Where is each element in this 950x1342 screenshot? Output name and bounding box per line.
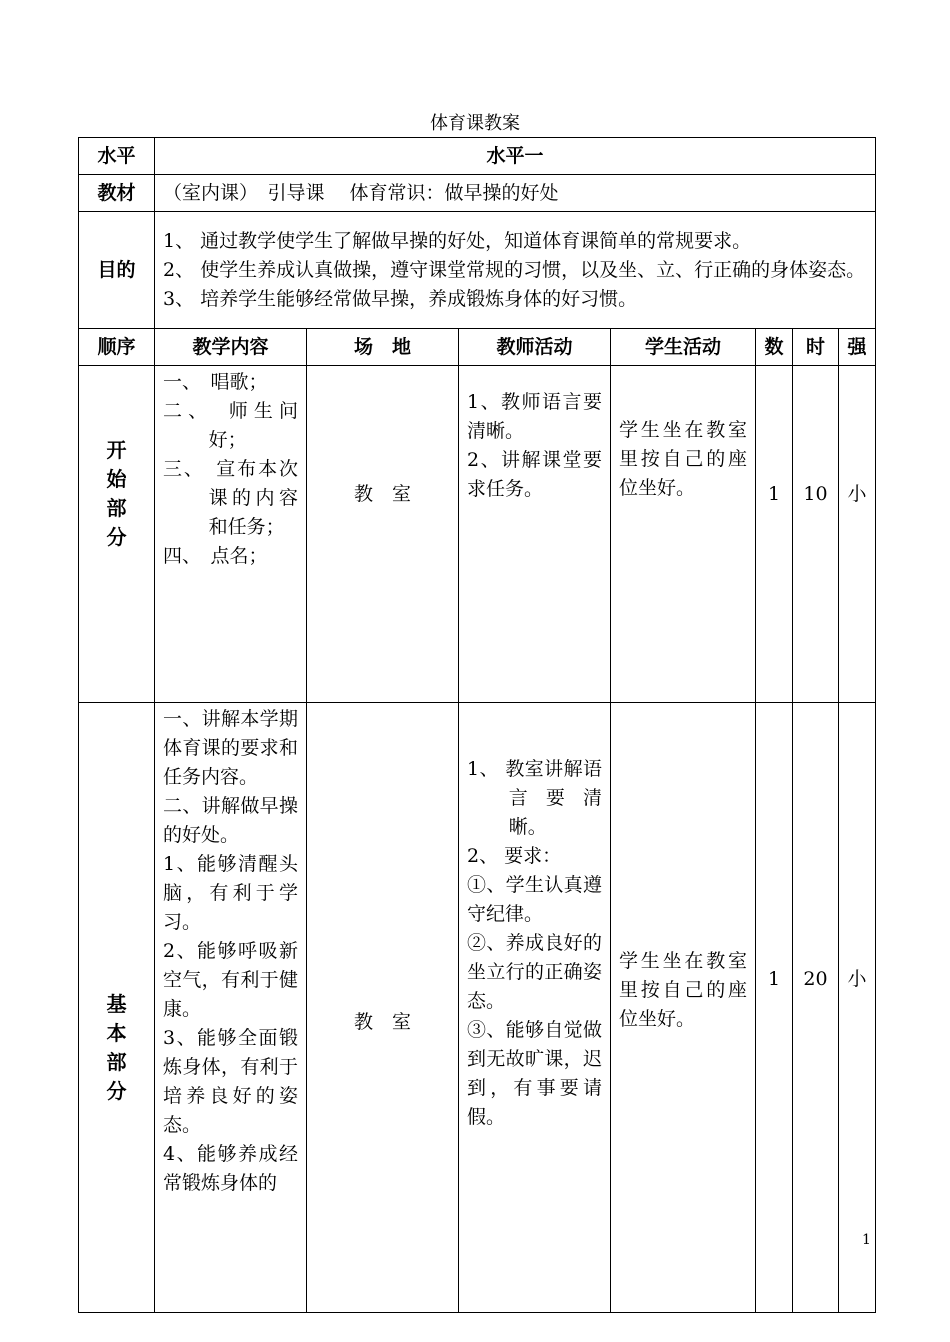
list-item: 1、教师语言要清晰。 bbox=[467, 391, 602, 442]
section-label: 基本部分 bbox=[106, 991, 127, 1103]
intensity-value: 小 bbox=[847, 968, 867, 990]
table-row bbox=[79, 366, 876, 703]
material-row bbox=[79, 175, 876, 212]
student-text: 学生坐在教室里按自己的座位坐好。 bbox=[619, 419, 747, 499]
list-item: ②、养成良好的坐立行的正确姿态。 bbox=[467, 932, 602, 1012]
level-label: 水平 bbox=[79, 138, 155, 175]
goals-label: 目的 bbox=[79, 212, 155, 329]
list-item: ③、能够自觉做到无故旷课，迟到，有事要请假。 bbox=[467, 1019, 602, 1128]
lesson-plan-table bbox=[78, 137, 876, 1313]
header-count: 数 bbox=[756, 329, 793, 366]
time-cell bbox=[793, 703, 839, 1313]
list-item: 二、 师生问好； bbox=[163, 400, 298, 451]
material-label: 教材 bbox=[79, 175, 155, 212]
goals-row bbox=[79, 212, 876, 329]
goal-item: 1、 通过教学使学生了解做早操的好处，知道体育课简单的常规要求。 bbox=[163, 229, 752, 252]
level-value: 水平一 bbox=[155, 138, 876, 175]
venue-cell bbox=[307, 366, 459, 703]
header-order: 顺序 bbox=[79, 329, 155, 366]
list-item: 2、能够呼吸新空气，有利于健康。 bbox=[163, 940, 298, 1020]
content-cell bbox=[155, 366, 307, 703]
header-intensity: 强 bbox=[839, 329, 876, 366]
intensity-cell bbox=[839, 703, 876, 1313]
section-basic bbox=[79, 703, 155, 1313]
venue-text: 教 室 bbox=[353, 1011, 411, 1033]
level-row bbox=[79, 138, 876, 175]
goals-list bbox=[155, 212, 876, 329]
page-number: 1 bbox=[862, 1232, 871, 1248]
list-item: 一、 唱歌； bbox=[163, 371, 268, 393]
material-value: （室内课） 引导课 体育常识：做早操的好处 bbox=[155, 175, 876, 212]
student-text: 学生坐在教室里按自己的座位坐好。 bbox=[619, 950, 747, 1030]
list-item: 三、 宣布本次课的内容和任务； bbox=[163, 458, 298, 538]
goal-item: 2、 使学生养成认真做操，遵守课堂常规的习惯，以及坐、立、行正确的身体姿态。 bbox=[163, 258, 866, 281]
list-item: 1、 教室讲解语言要清晰。 bbox=[467, 758, 602, 838]
list-item: 1、能够清醒头脑，有利于学习。 bbox=[163, 853, 298, 933]
goal-item: 3、 培养学生能够经常做早操，养成锻炼身体的好习惯。 bbox=[163, 287, 638, 310]
list-item: 4、能够养成经常锻炼身体的 bbox=[163, 1143, 298, 1194]
section-label: 开始部分 bbox=[106, 438, 127, 549]
header-row bbox=[79, 329, 876, 366]
content-cell bbox=[155, 703, 307, 1313]
count-cell bbox=[756, 703, 793, 1313]
header-student: 学生活动 bbox=[611, 329, 756, 366]
time-value: 10 bbox=[803, 482, 828, 505]
list-item: 二、讲解做早操的好处。 bbox=[163, 795, 298, 846]
intensity-cell bbox=[839, 366, 876, 703]
count-value: 1 bbox=[767, 968, 781, 990]
venue-cell bbox=[307, 703, 459, 1313]
list-item: 2、讲解课堂要求任务。 bbox=[467, 449, 602, 500]
list-item: 四、 点名； bbox=[163, 545, 268, 567]
venue-text: 教 室 bbox=[353, 482, 411, 505]
teacher-cell bbox=[459, 703, 611, 1313]
header-teacher: 教师活动 bbox=[459, 329, 611, 366]
header-venue: 场 地 bbox=[307, 329, 459, 366]
student-cell bbox=[611, 703, 756, 1313]
table-row bbox=[79, 703, 876, 1313]
student-cell bbox=[611, 366, 756, 703]
list-item: 2、 要求： bbox=[467, 845, 562, 867]
teacher-cell bbox=[459, 366, 611, 703]
time-value: 20 bbox=[803, 968, 828, 990]
list-item: 一、讲解本学期体育课的要求和任务内容。 bbox=[163, 708, 298, 788]
document-title: 体育课教案 bbox=[430, 113, 520, 134]
count-value: 1 bbox=[767, 482, 781, 505]
count-cell bbox=[756, 366, 793, 703]
time-cell bbox=[793, 366, 839, 703]
list-item: ①、学生认真遵守纪律。 bbox=[467, 874, 602, 925]
section-start bbox=[79, 366, 155, 703]
header-time: 时 bbox=[793, 329, 839, 366]
list-item: 3、能够全面锻炼身体，有利于培养良好的姿态。 bbox=[163, 1027, 298, 1136]
intensity-value: 小 bbox=[847, 482, 867, 505]
header-content: 教学内容 bbox=[155, 329, 307, 366]
